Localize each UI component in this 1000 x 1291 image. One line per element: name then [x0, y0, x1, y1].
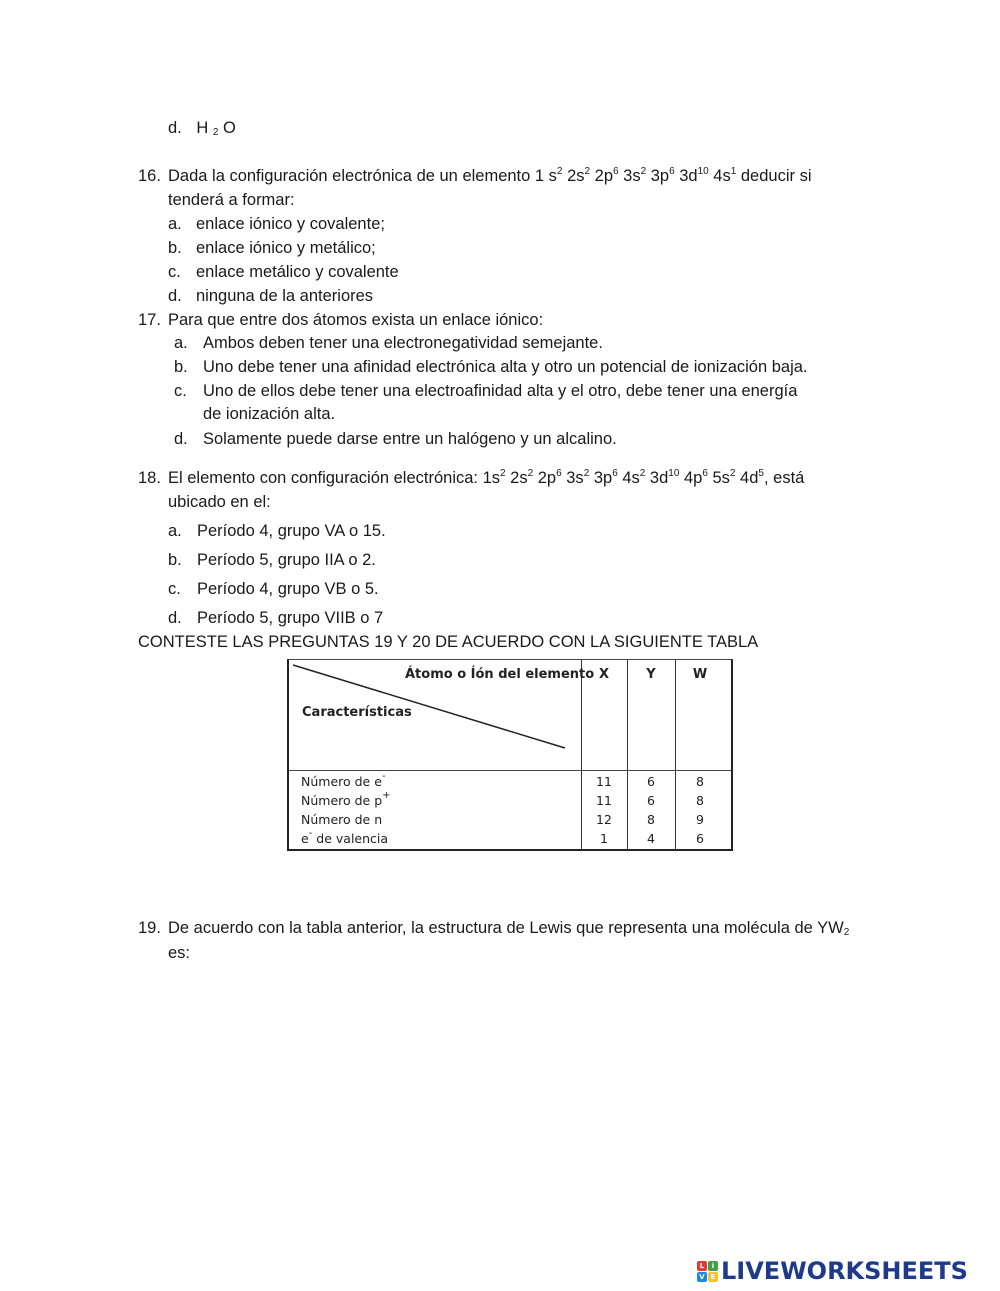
cell-value: 1: [600, 831, 608, 846]
prev-option-d: [168, 118, 236, 138]
question-text-line2: ubicado en el:: [168, 493, 271, 511]
option-text: Período 4, grupo VB o 5.: [197, 580, 379, 598]
logo-text: LIVEWORKSHEETS: [721, 1257, 968, 1285]
question-number: 16.: [138, 167, 161, 185]
formula-sub: 2: [212, 127, 219, 138]
option-text-cont: de ionización alta.: [203, 405, 336, 423]
option-label: d.: [168, 287, 182, 305]
option-text: Período 5, grupo IIA o 2.: [197, 551, 376, 569]
option-label: c.: [168, 580, 181, 598]
option-text: Uno de ellos debe tener una electroafinidad alta y el otro, debe tener una energía: [203, 382, 798, 400]
option-label: b.: [174, 358, 188, 376]
option-text: ninguna de la anteriores: [196, 287, 374, 305]
row-label: Número de n: [301, 812, 383, 827]
cell-value: 11: [596, 774, 612, 789]
logo-mark-icon: L i V E: [697, 1261, 718, 1282]
option-label: d.: [168, 119, 182, 137]
question-text-line1: De acuerdo con la tabla anterior, la estructura de Lewis que representa una molécula de $YW_2$: [168, 919, 850, 938]
option-label: a.: [168, 215, 182, 233]
option-text: Uno debe tener una afinidad electrónica alta y otro un potencial de ionización baja.: [203, 358, 808, 376]
header-diag-top: Átomo o Íón del elemento: [405, 667, 595, 682]
option-text: Período 5, grupo VIIB o 7: [197, 609, 384, 627]
question-number: 19.: [138, 919, 161, 937]
cell-value: 9: [696, 812, 704, 827]
instruction-text: CONTESTE LAS PREGUNTAS 19 Y 20 DE ACUERDO CON LA SIGUIENTE TABLA: [138, 633, 759, 651]
question-text: Para que entre dos átomos exista un enlace iónico:: [168, 311, 544, 329]
row-label: Número de e-: [301, 771, 386, 789]
cell-value: 12: [596, 812, 612, 827]
cell-value: 6: [696, 831, 704, 846]
formula-h: H: [196, 119, 209, 137]
cell-value: 8: [647, 812, 655, 827]
question-text-line1: Dada la configuración electrónica de un elemento 1 $s^2$ $2s^2$ $2p^6$ $3s^2$ $3p^6$ $3d^{10}$ $4s^1$ deducir si: [168, 166, 812, 185]
question-number: 18.: [138, 469, 161, 487]
option-label: c.: [174, 382, 187, 400]
cell-value: 6: [647, 774, 655, 789]
option-text: Solamente puede darse entre un halógeno y un alcalino.: [203, 430, 617, 448]
option-label: d.: [168, 609, 182, 627]
col-header-w: W: [692, 667, 708, 682]
option-label: d.: [174, 430, 188, 448]
question-text-line2: tenderá a formar:: [168, 191, 295, 209]
option-label: a.: [168, 522, 182, 540]
option-text: enlace iónico y covalente;: [196, 215, 385, 233]
option-text: Ambos deben tener una electronegatividad semejante.: [203, 334, 603, 352]
question-text-line2: es:: [168, 944, 191, 962]
option-label: b.: [168, 551, 182, 569]
option-label: c.: [168, 263, 181, 281]
question-number: 17.: [138, 311, 161, 329]
option-text: enlace iónico y metálico;: [196, 239, 376, 257]
option-label: a.: [174, 334, 188, 352]
element-table: [287, 659, 733, 851]
col-header-x: X: [598, 667, 610, 682]
cell-value: 11: [596, 793, 612, 808]
row-label: Número de p+: [301, 790, 391, 808]
cell-value: 6: [647, 793, 655, 808]
header-diag-bottom: Características: [302, 705, 412, 720]
cell-value: 8: [696, 774, 704, 789]
option-label: b.: [168, 239, 182, 257]
option-text: Período 4, grupo VA o 15.: [197, 522, 386, 540]
liveworksheets-logo: [697, 1257, 968, 1285]
cell-value: 8: [696, 793, 704, 808]
question-text-line1: El elemento con configuración electrónica: $1s^2$ $2s^2$ $2p^6$ $3s^2$ $3p^6$ $4s^2$ $3d^{10}$ $4p^6$ $5s^2$ $4d^5$, está: [168, 468, 805, 487]
row-label: e- de valencia: [301, 828, 389, 846]
cell-value: 4: [647, 831, 655, 846]
col-header-y: Y: [646, 667, 656, 682]
formula-o: O: [223, 119, 236, 137]
option-text: enlace metálico y covalente: [196, 263, 399, 281]
